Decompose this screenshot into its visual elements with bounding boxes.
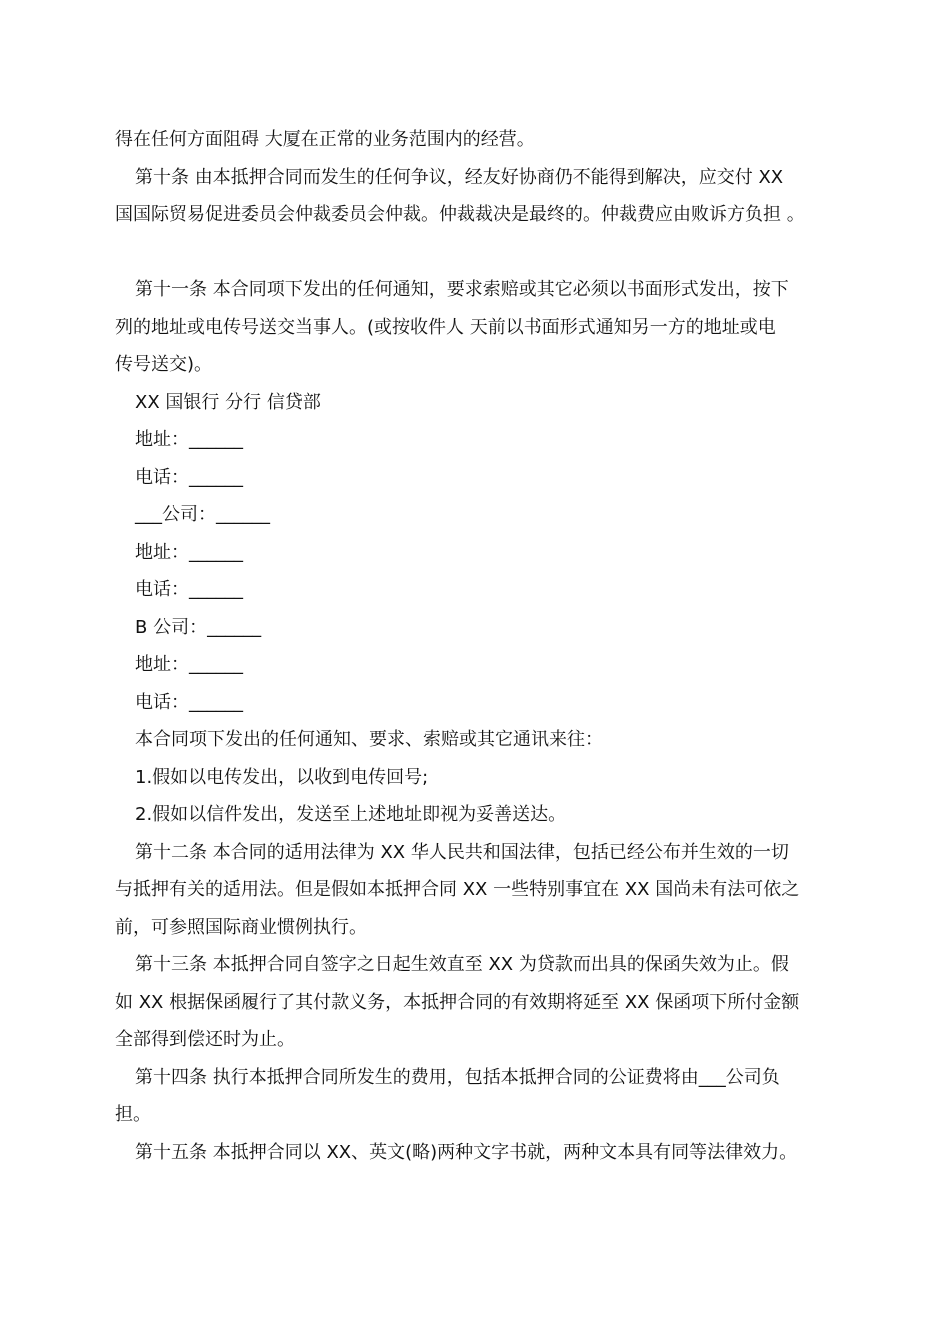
article-12-line-2: 与抵押有关的适用法。但是假如本抵押合同 XX 一些特别事宜在 XX 国尚未有法可依之 xyxy=(115,879,800,900)
paragraph-line: 得在任何方面阻碍 大厦在正常的业务范围内的经营。 xyxy=(115,129,535,150)
article-11-line-1: 第十一条 本合同项下发出的任何通知，要求索赔或其它必须以书面形式发出，按下 xyxy=(135,279,789,300)
article-11-line-3: 传号送交)。 xyxy=(115,354,213,375)
article-11-line-2: 列的地址或电传号送交当事人。(或按收件人 天前以书面形式通知另一方的地址或电 xyxy=(115,317,776,338)
bank-phone-line: 电话：______ xyxy=(135,467,243,488)
company-a-phone-line: 电话：______ xyxy=(135,579,243,600)
notice-intro-line: 本合同项下发出的任何通知、要求、索赔或其它通讯来往： xyxy=(135,729,603,750)
company-a-address-line: 地址：______ xyxy=(135,542,243,563)
bank-address-line: 地址：______ xyxy=(135,429,243,450)
article-14-line-1: 第十四条 执行本抵押合同所发生的费用，包括本抵押合同的公证费将由___公司负 xyxy=(135,1067,780,1088)
notice-item-2: 2.假如以信件发出，发送至上述地址即视为妥善送达。 xyxy=(135,804,567,825)
article-14-line-2: 担。 xyxy=(115,1104,151,1125)
article-12-line-1: 第十二条 本合同的适用法律为 XX 华人民共和国法律，包括已经公布并生效的一切 xyxy=(135,842,789,863)
company-a-line: ___公司：______ xyxy=(135,504,270,525)
article-13-line-2: 如 XX 根据保函履行了其付款义务，本抵押合同的有效期将延至 XX 保函项下所付金额 xyxy=(115,992,800,1013)
article-12-line-3: 前，可参照国际商业惯例执行。 xyxy=(115,917,367,938)
article-13-line-1: 第十三条 本抵押合同自签字之日起生效直至 XX 为贷款而出具的保函失效为止。假 xyxy=(135,954,789,975)
bank-name-line: XX 国银行 分行 信贷部 xyxy=(135,392,321,413)
article-13-line-3: 全部得到偿还时为止。 xyxy=(115,1029,295,1050)
article-10-line-1: 第十条 由本抵押合同而发生的任何争议，经友好协商仍不能得到解决，应交付 XX xyxy=(135,167,784,188)
company-b-line: B 公司：______ xyxy=(135,617,262,638)
notice-item-1: 1.假如以电传发出，以收到电传回号; xyxy=(135,767,429,788)
company-b-phone-line: 电话：______ xyxy=(135,692,243,713)
article-10-line-2: 国国际贸易促进委员会仲裁委员会仲裁。仲裁裁决是最终的。仲裁费应由败诉方负担 。 xyxy=(115,204,805,225)
company-b-address-line: 地址：______ xyxy=(135,654,243,675)
article-15-line-1: 第十五条 本抵押合同以 XX、英文(略)两种文字书就，两种文本具有同等法律效力。 xyxy=(135,1142,798,1163)
